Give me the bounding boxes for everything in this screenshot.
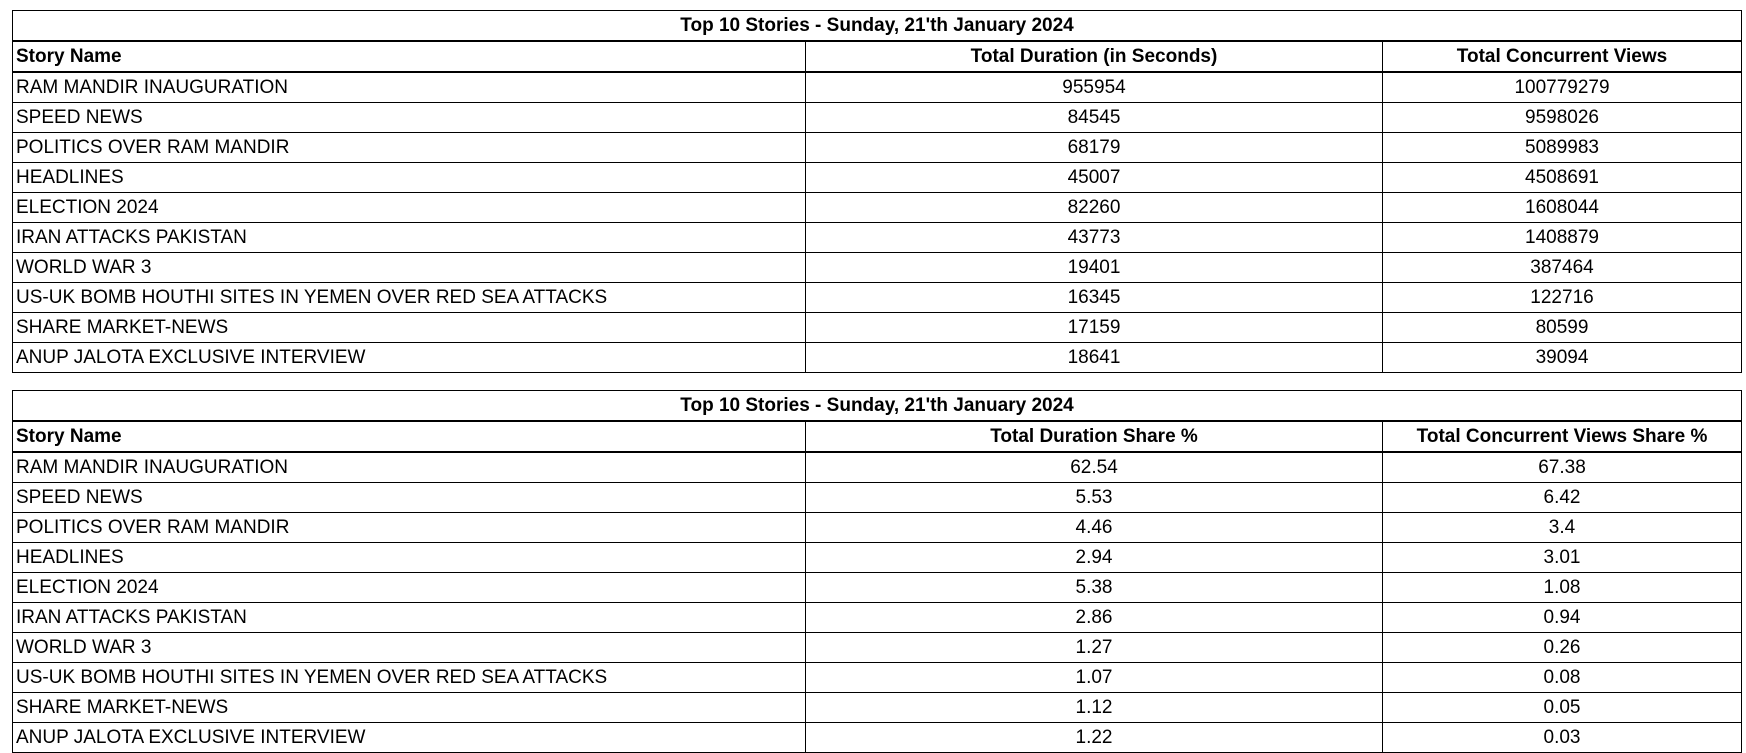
- duration-cell: 45007: [806, 163, 1383, 193]
- column-header-story-name: Story Name: [13, 41, 806, 72]
- table-row: [13, 573, 1742, 603]
- views-cell: 80599: [1383, 313, 1742, 343]
- table-header-row: [13, 41, 1742, 72]
- story-name-cell: IRAN ATTACKS PAKISTAN: [13, 223, 806, 253]
- table-row: [13, 223, 1742, 253]
- column-header-total-concurrent-views: Total Concurrent Views: [1383, 41, 1742, 72]
- story-name-cell: HEADLINES: [13, 163, 806, 193]
- story-name-cell: RAM MANDIR INAUGURATION: [13, 452, 806, 483]
- table-title: Top 10 Stories - Sunday, 21'th January 2024: [13, 11, 1742, 42]
- duration-share-cell: 62.54: [806, 452, 1383, 483]
- top-stories-duration-views-table: [12, 10, 1742, 373]
- table-body: [13, 452, 1742, 753]
- table-row: [13, 723, 1742, 753]
- table-row: [13, 452, 1742, 483]
- story-name-cell: POLITICS OVER RAM MANDIR: [13, 133, 806, 163]
- duration-share-cell: 1.27: [806, 633, 1383, 663]
- table-row: [13, 483, 1742, 513]
- views-share-cell: 0.94: [1383, 603, 1742, 633]
- story-name-cell: ANUP JALOTA EXCLUSIVE INTERVIEW: [13, 723, 806, 753]
- story-name-cell: ELECTION 2024: [13, 193, 806, 223]
- duration-cell: 84545: [806, 103, 1383, 133]
- duration-cell: 955954: [806, 72, 1383, 103]
- story-name-cell: US-UK BOMB HOUTHI SITES IN YEMEN OVER RED SEA ATTACKS: [13, 283, 806, 313]
- views-cell: 122716: [1383, 283, 1742, 313]
- table-row: [13, 663, 1742, 693]
- views-share-cell: 0.05: [1383, 693, 1742, 723]
- table-title: Top 10 Stories - Sunday, 21'th January 2024: [13, 391, 1742, 422]
- views-share-cell: 67.38: [1383, 452, 1742, 483]
- views-share-cell: 0.26: [1383, 633, 1742, 663]
- story-name-cell: IRAN ATTACKS PAKISTAN: [13, 603, 806, 633]
- table-row: [13, 193, 1742, 223]
- views-share-cell: 3.01: [1383, 543, 1742, 573]
- duration-cell: 68179: [806, 133, 1383, 163]
- table-row: [13, 103, 1742, 133]
- story-name-cell: WORLD WAR 3: [13, 633, 806, 663]
- table-title-row: [13, 11, 1742, 42]
- duration-cell: 17159: [806, 313, 1383, 343]
- views-share-cell: 0.03: [1383, 723, 1742, 753]
- duration-cell: 18641: [806, 343, 1383, 373]
- table-header-row: [13, 421, 1742, 452]
- table-body: [13, 72, 1742, 373]
- table-row: [13, 513, 1742, 543]
- duration-share-cell: 4.46: [806, 513, 1383, 543]
- duration-cell: 82260: [806, 193, 1383, 223]
- table-row: [13, 253, 1742, 283]
- duration-share-cell: 2.94: [806, 543, 1383, 573]
- story-name-cell: HEADLINES: [13, 543, 806, 573]
- views-cell: 1408879: [1383, 223, 1742, 253]
- duration-share-cell: 1.12: [806, 693, 1383, 723]
- duration-cell: 16345: [806, 283, 1383, 313]
- story-name-cell: RAM MANDIR INAUGURATION: [13, 72, 806, 103]
- table-row: [13, 133, 1742, 163]
- table-row: [13, 313, 1742, 343]
- table-row: [13, 283, 1742, 313]
- duration-cell: 43773: [806, 223, 1383, 253]
- table-row: [13, 72, 1742, 103]
- views-cell: 4508691: [1383, 163, 1742, 193]
- story-name-cell: ANUP JALOTA EXCLUSIVE INTERVIEW: [13, 343, 806, 373]
- top-stories-share-table: [12, 390, 1742, 753]
- views-share-cell: 0.08: [1383, 663, 1742, 693]
- views-cell: 100779279: [1383, 72, 1742, 103]
- column-header-views-share: Total Concurrent Views Share %: [1383, 421, 1742, 452]
- story-name-cell: SPEED NEWS: [13, 103, 806, 133]
- duration-cell: 19401: [806, 253, 1383, 283]
- column-header-total-duration: Total Duration (in Seconds): [806, 41, 1383, 72]
- views-cell: 5089983: [1383, 133, 1742, 163]
- story-name-cell: US-UK BOMB HOUTHI SITES IN YEMEN OVER RED SEA ATTACKS: [13, 663, 806, 693]
- table-title-row: [13, 391, 1742, 422]
- views-cell: 39094: [1383, 343, 1742, 373]
- column-header-story-name: Story Name: [13, 421, 806, 452]
- views-cell: 1608044: [1383, 193, 1742, 223]
- story-name-cell: POLITICS OVER RAM MANDIR: [13, 513, 806, 543]
- story-name-cell: SPEED NEWS: [13, 483, 806, 513]
- story-name-cell: SHARE MARKET-NEWS: [13, 313, 806, 343]
- views-share-cell: 6.42: [1383, 483, 1742, 513]
- column-header-duration-share: Total Duration Share %: [806, 421, 1383, 452]
- duration-share-cell: 1.07: [806, 663, 1383, 693]
- story-name-cell: WORLD WAR 3: [13, 253, 806, 283]
- views-share-cell: 3.4: [1383, 513, 1742, 543]
- story-name-cell: SHARE MARKET-NEWS: [13, 693, 806, 723]
- table-row: [13, 163, 1742, 193]
- table-row: [13, 693, 1742, 723]
- story-name-cell: ELECTION 2024: [13, 573, 806, 603]
- views-share-cell: 1.08: [1383, 573, 1742, 603]
- table-row: [13, 633, 1742, 663]
- duration-share-cell: 2.86: [806, 603, 1383, 633]
- duration-share-cell: 5.38: [806, 573, 1383, 603]
- duration-share-cell: 5.53: [806, 483, 1383, 513]
- views-cell: 387464: [1383, 253, 1742, 283]
- table-row: [13, 603, 1742, 633]
- table-row: [13, 343, 1742, 373]
- table-row: [13, 543, 1742, 573]
- views-cell: 9598026: [1383, 103, 1742, 133]
- duration-share-cell: 1.22: [806, 723, 1383, 753]
